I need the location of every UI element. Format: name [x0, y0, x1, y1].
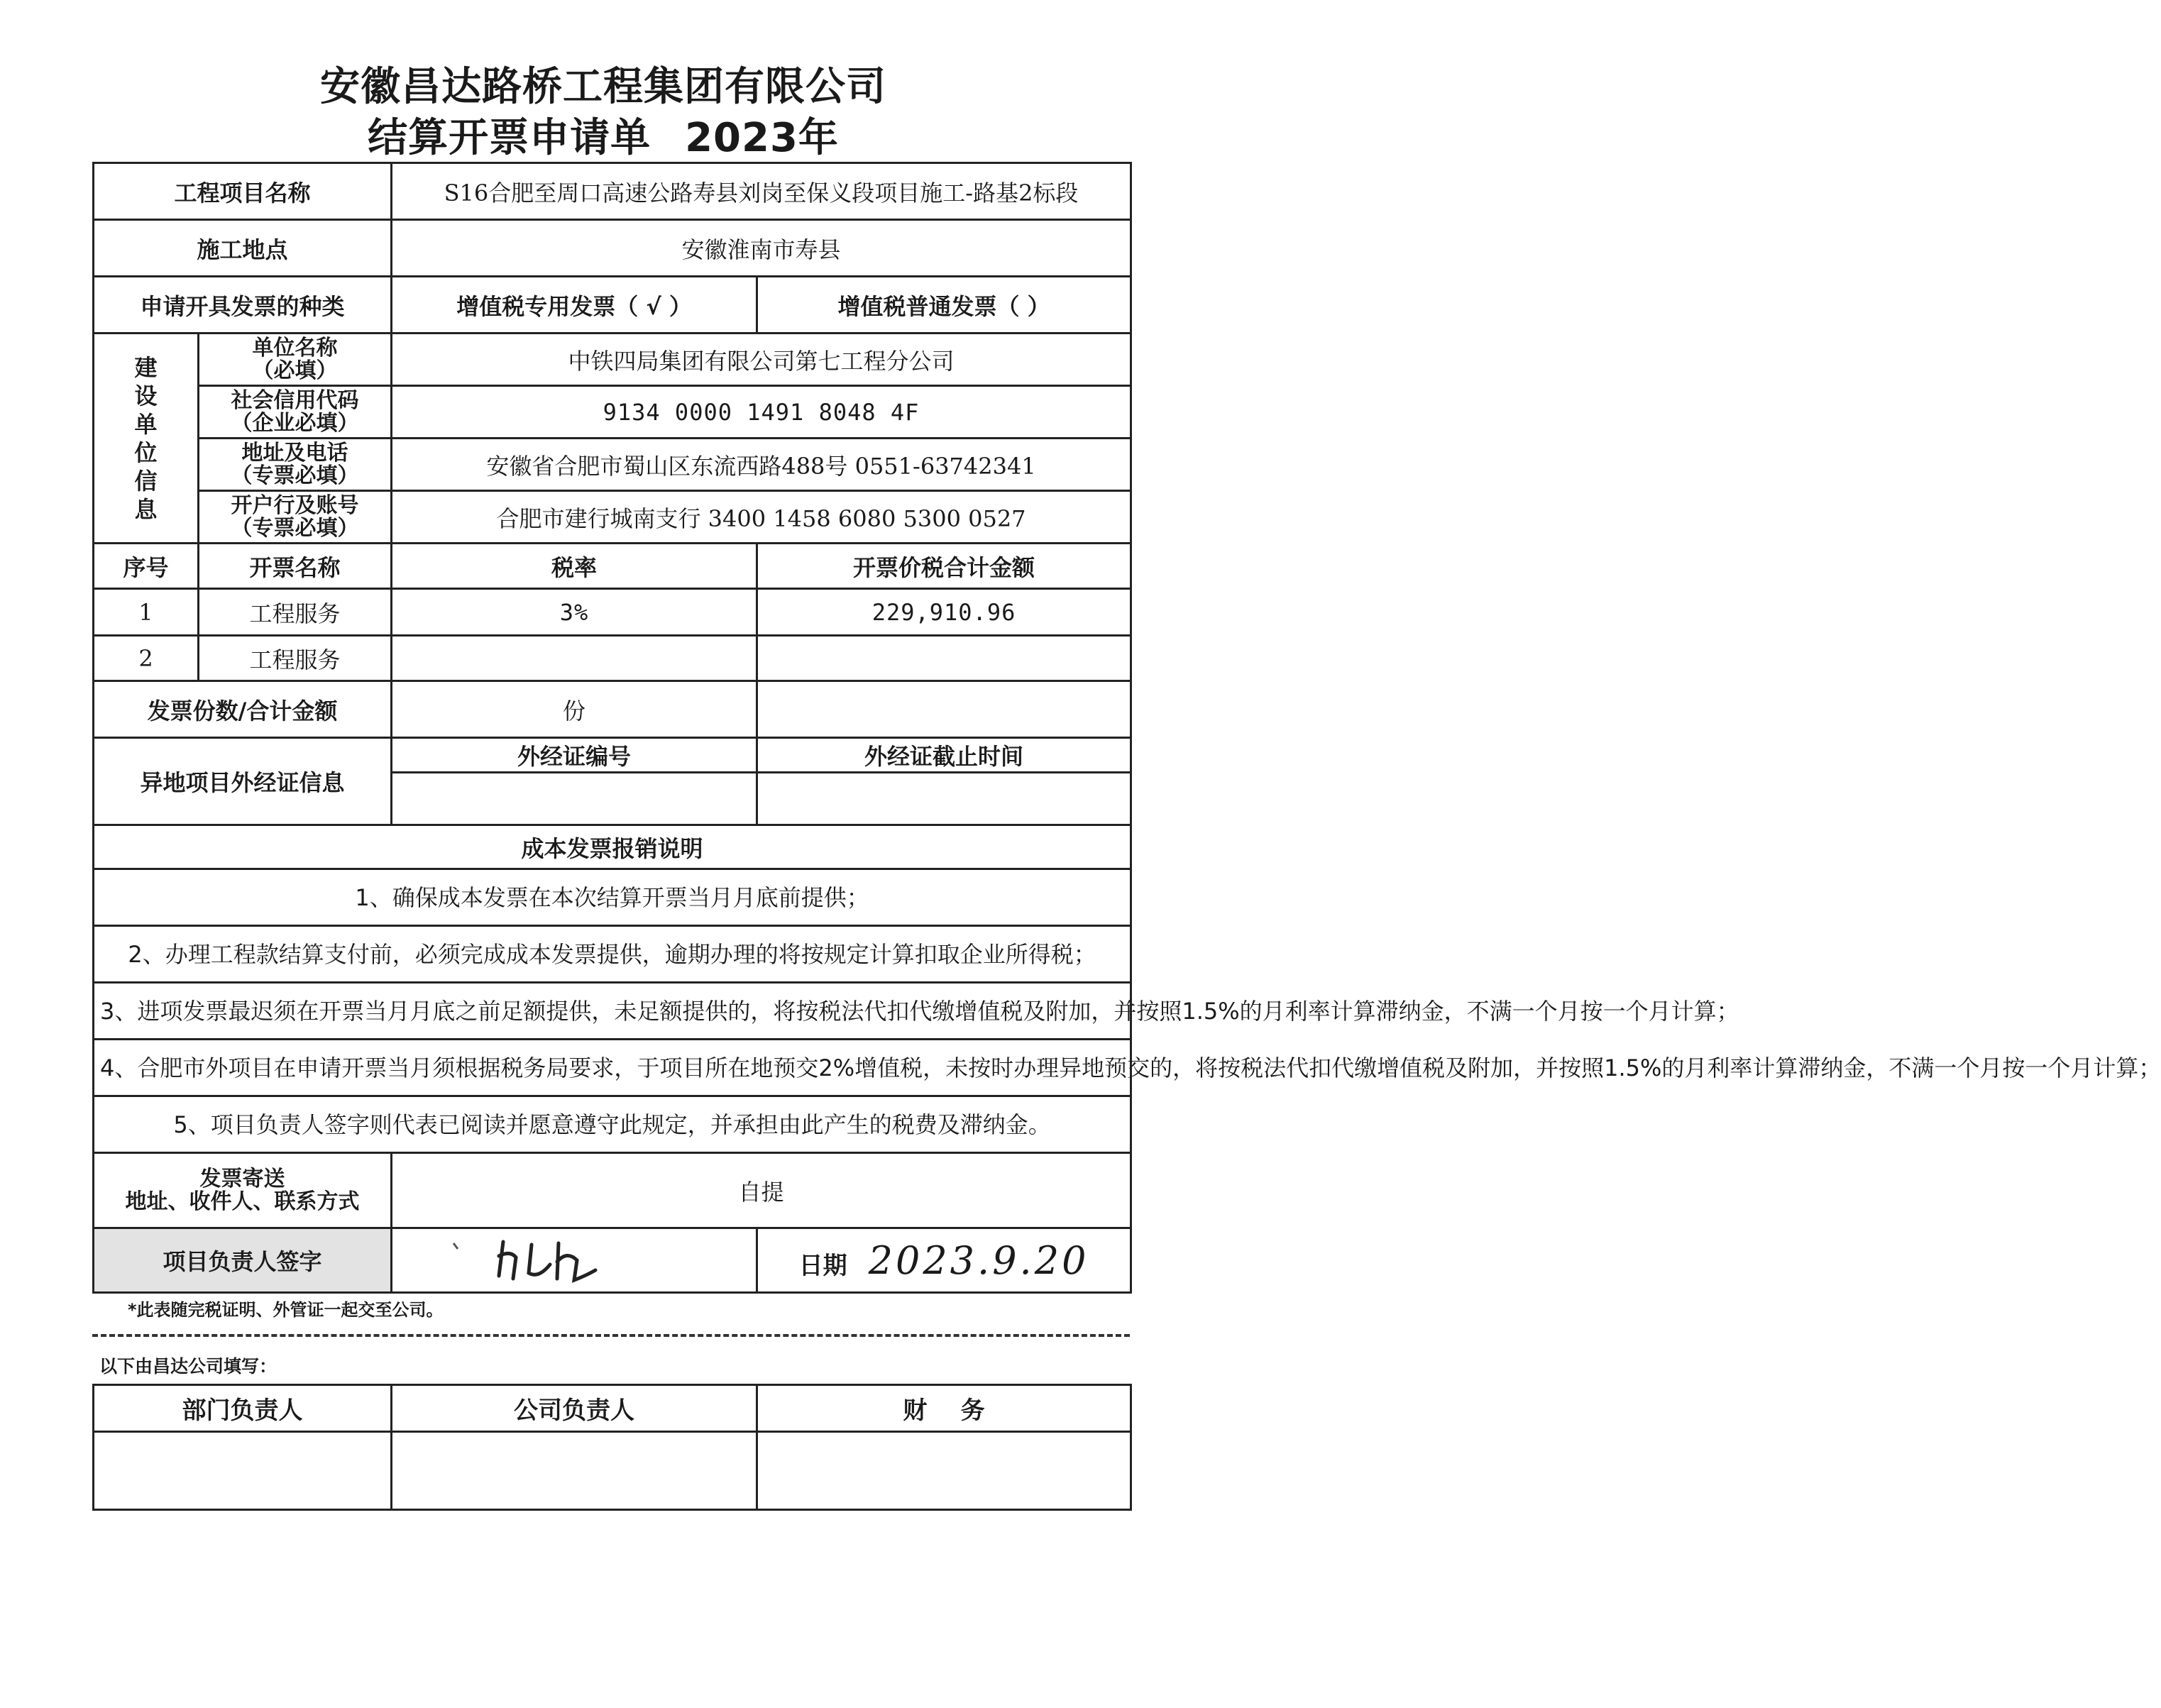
approval-header-row — [94, 1385, 1131, 1432]
handwritten-signature — [425, 1229, 723, 1286]
note-item: 4、合肥市外项目在申请开票当月须根据税务局要求，于项目所在地预交2%增值税，未按时办理异地预交的，将按税法代扣代缴增值税及附加，并按照1.5%的月利率计算滞纳金，不满一个月按一个月计算； — [94, 1040, 1131, 1096]
section-char: 单 — [134, 410, 158, 438]
section-char: 建 — [134, 353, 158, 381]
handwritten-date: 2023.9.20 — [868, 1238, 1089, 1283]
section-char: 信 — [134, 467, 158, 495]
invoice-type-row — [94, 277, 1131, 334]
cert-deadline-header: 外经证截止时间 — [757, 738, 1131, 773]
signature-label: 项目负责人签字 — [94, 1228, 392, 1293]
note-item: 2、办理工程款结算支付前，必须完成成本发票提供，逾期办理的将按规定计算扣取企业所得税； — [94, 926, 1131, 983]
item-tax-rate: 3% — [392, 589, 757, 636]
delivery-label — [94, 1153, 392, 1228]
item-amount — [757, 636, 1131, 681]
bank-account-label — [199, 491, 392, 544]
ordinary-invoice-option: 增值税普通发票（ ） — [757, 277, 1131, 334]
builder-row — [94, 491, 1131, 544]
item-name-header: 开票名称 — [199, 544, 392, 589]
note-row — [94, 926, 1131, 983]
item-amount: 229,910.96 — [757, 589, 1131, 636]
items-header-row — [94, 544, 1131, 589]
builder-name-value: 中铁四局集团有限公司第七工程分公司 — [392, 334, 1131, 386]
item-seq: 1 — [94, 589, 199, 636]
builder-name-label — [199, 334, 392, 386]
label-note: （必填） — [252, 358, 338, 383]
date-label: 日期 — [798, 1251, 847, 1280]
location-row — [94, 220, 1131, 277]
table-row — [94, 589, 1131, 636]
tear-line-divider — [92, 1334, 1130, 1337]
label-note: （企业必填） — [231, 410, 359, 436]
cert-number-field — [392, 773, 757, 825]
builder-row — [94, 334, 1131, 386]
company-head-sign-field — [392, 1432, 757, 1510]
settlement-form-table — [92, 162, 2161, 1294]
notes-title-row — [94, 825, 1131, 869]
label-line: 单位名称 — [252, 335, 338, 360]
cert-deadline-field — [757, 773, 1131, 825]
address-phone-label — [199, 439, 392, 491]
signature-row — [94, 1228, 1131, 1293]
totals-label: 发票份数/合计金额 — [94, 681, 392, 738]
form-year: 2023年 — [685, 115, 839, 161]
special-invoice-option: 增值税专用发票（ √ ） — [392, 277, 757, 334]
footnote: *此表随完税证明、外管证一起交至公司。 — [128, 1300, 444, 1320]
date-field — [757, 1228, 1131, 1293]
item-name: 工程服务 — [199, 636, 392, 681]
form-title-text: 结算开票申请单 — [368, 115, 651, 161]
table-row — [94, 636, 1131, 681]
note-item: 3、进项发票最迟须在开票当月月底之前足额提供，未足额提供的，将按税法代扣代缴增值税及附加，并按照1.5%的月利率计算滞纳金，不满一个月按一个月计算； — [94, 983, 1131, 1040]
signature-field — [392, 1228, 757, 1293]
credit-code-value: 9134 0000 1491 8048 4F — [392, 386, 1131, 439]
label-line: 发票寄送 — [199, 1166, 285, 1191]
total-amount-field — [757, 681, 1131, 738]
dept-head-sign-field — [94, 1432, 392, 1510]
label-line: 地址及电话 — [241, 440, 348, 465]
delivery-value: 自提 — [392, 1153, 1131, 1228]
bank-account-value: 合肥市建行城南支行 3400 1458 6080 5300 0527 — [392, 491, 1131, 544]
note-item: 5、项目负责人签字则代表已阅读并愿意遵守此规定，并承担由此产生的税费及滞纳金。 — [94, 1096, 1131, 1153]
builder-row — [94, 386, 1131, 439]
finance-sign-field — [757, 1432, 1131, 1510]
project-name-value: S16合肥至周口高速公路寿县刘岗至保义段项目施工-路基2标段 — [392, 163, 1131, 220]
note-row — [94, 869, 1131, 926]
invoice-count-field: 份 — [392, 681, 757, 738]
builder-section-label — [94, 334, 199, 544]
label-line: 地址、收件人、联系方式 — [125, 1189, 360, 1214]
section-char: 息 — [134, 495, 158, 523]
form-title — [0, 106, 1206, 163]
notes-title: 成本发票报销说明 — [94, 825, 1131, 869]
item-tax-rate — [392, 636, 757, 681]
seq-header: 序号 — [94, 544, 199, 589]
outside-cert-label: 异地项目外经证信息 — [94, 738, 392, 825]
note-row — [94, 1040, 1131, 1096]
item-name: 工程服务 — [199, 589, 392, 636]
builder-row — [94, 439, 1131, 491]
company-head-header: 公司负责人 — [392, 1385, 757, 1432]
location-label: 施工地点 — [94, 220, 392, 277]
approval-signature-row — [94, 1432, 1131, 1510]
item-seq: 2 — [94, 636, 199, 681]
label-note: （专票必填） — [231, 515, 359, 541]
finance-header: 财 务 — [757, 1385, 1131, 1432]
note-item: 1、确保成本发票在本次结算开票当月月底前提供； — [94, 869, 1131, 926]
invoice-type-label: 申请开具发票的种类 — [94, 277, 392, 334]
project-name-label: 工程项目名称 — [94, 163, 392, 220]
project-name-row — [94, 163, 1131, 220]
amount-header: 开票价税合计金额 — [757, 544, 1131, 589]
label-line: 社会信用代码 — [231, 387, 359, 413]
note-row — [94, 983, 1131, 1040]
label-line: 开户行及账号 — [231, 492, 359, 518]
tax-rate-header: 税率 — [392, 544, 757, 589]
totals-row — [94, 681, 1131, 738]
company-fill-note: 以下由昌达公司填写： — [99, 1356, 277, 1377]
note-row — [94, 1096, 1131, 1153]
location-value: 安徽淮南市寿县 — [392, 220, 1131, 277]
label-note: （专票必填） — [231, 463, 359, 488]
company-name: 安徽昌达路桥工程集团有限公司 — [320, 64, 886, 110]
approval-table — [92, 1384, 1132, 1511]
outside-cert-header-row — [94, 738, 1131, 773]
credit-code-label — [199, 386, 392, 439]
delivery-row — [94, 1153, 1131, 1228]
cert-number-header: 外经证编号 — [392, 738, 757, 773]
dept-head-header: 部门负责人 — [94, 1385, 392, 1432]
address-phone-value: 安徽省合肥市蜀山区东流西路488号 0551-63742341 — [392, 439, 1131, 491]
section-char: 设 — [134, 382, 158, 409]
section-char: 位 — [134, 439, 158, 466]
